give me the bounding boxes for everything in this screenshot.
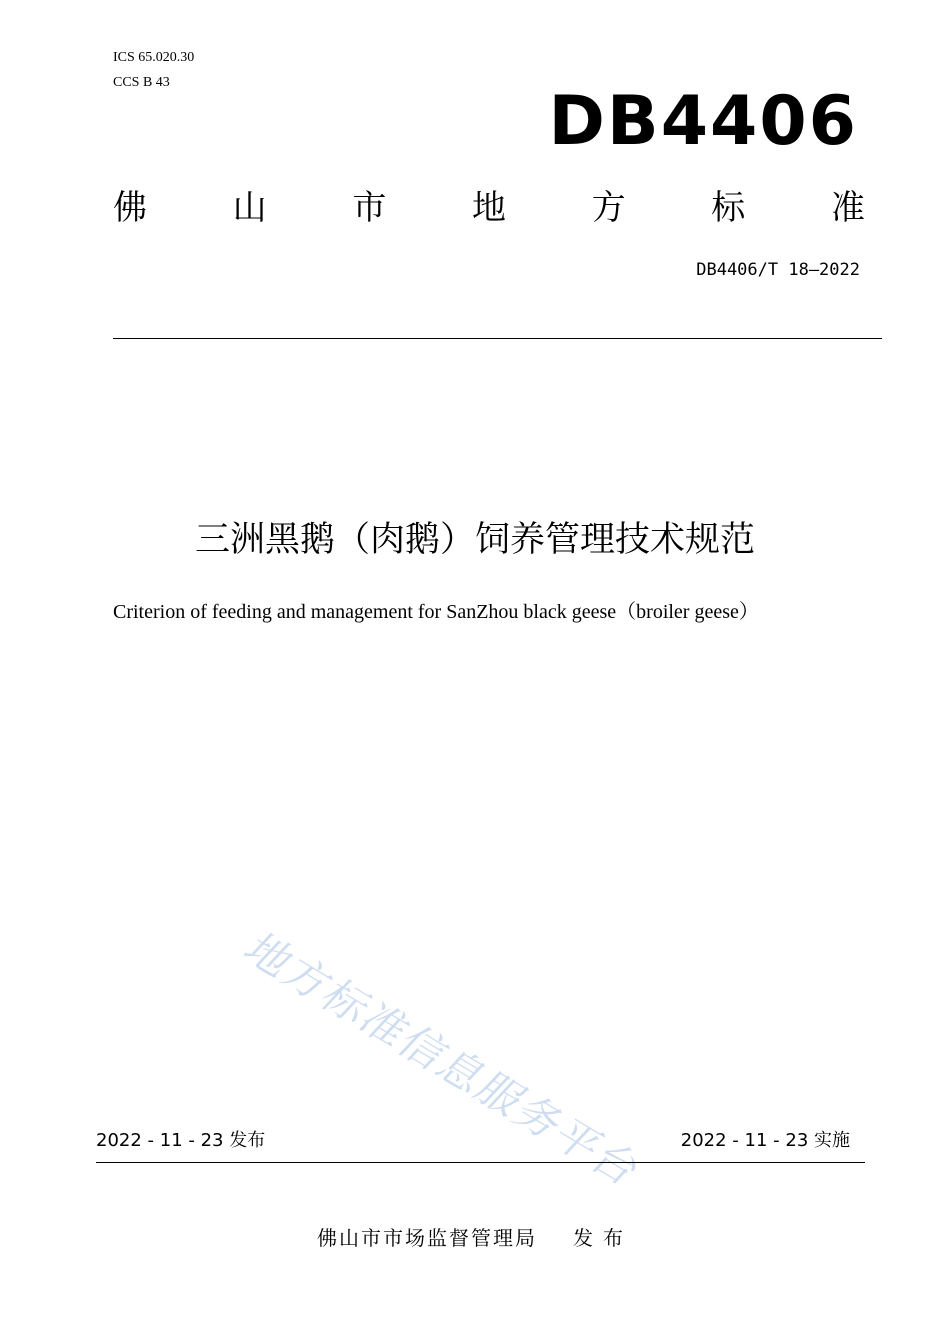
bottom-divider (96, 1162, 865, 1163)
standard-type-char: 市 (352, 188, 387, 228)
publisher-organization: 佛山市市场监督管理局 (317, 1226, 537, 1250)
standard-number: DB4406/T 18—2022 (696, 260, 860, 280)
db-standard-logo: DB4406 (548, 82, 858, 161)
publisher-line (0, 1224, 950, 1252)
watermark: 地方标准信息服务平台 (232, 926, 654, 1196)
standard-type-char: 标 (711, 188, 746, 228)
ics-code: ICS 65.020.30 (113, 50, 195, 65)
standard-type-char: 准 (830, 188, 865, 228)
standard-type-char: 地 (471, 188, 506, 228)
standard-type-char: 佛 (113, 188, 147, 228)
ccs-code: CCS B 43 (113, 75, 170, 90)
implementation-date: 2022 - 11 - 23 实施 (680, 1130, 850, 1151)
publisher-action: 发布 (573, 1226, 633, 1250)
issue-date: 2022 - 11 - 23 发布 (96, 1130, 266, 1151)
standard-type-char: 山 (232, 188, 267, 228)
top-divider (113, 338, 882, 339)
standard-type-heading (113, 186, 865, 230)
title-chinese: 三洲黑鹅（肉鹅）饲养管理技术规范 (194, 520, 755, 560)
standard-type-char: 方 (591, 188, 626, 228)
title-english: Criterion of feeding and management for SanZhou black geese（broiler geese） (113, 601, 759, 623)
